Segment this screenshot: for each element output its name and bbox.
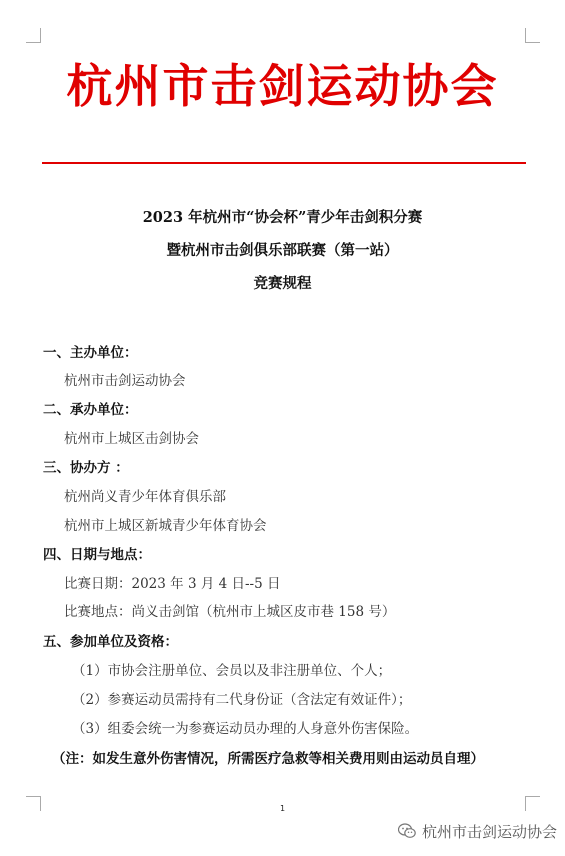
organizer-item: 杭州市击剑运动协会: [64, 373, 186, 389]
wechat-icon: [398, 823, 416, 839]
co-organizer-item-1: 杭州尚义青少年体育俱乐部: [64, 489, 226, 505]
doc-title-line-3: 竞赛规程: [253, 275, 312, 292]
doc-title-line-1: 2023 年杭州市“协会杯”青少年击剑积分赛: [142, 209, 423, 226]
watermark-text: 杭州市击剑运动协会: [422, 822, 558, 841]
section-heading-date-venue: 四、日期与地点：: [43, 547, 151, 563]
injury-note: （注：如发生意外伤害情况，所需医疗急救等相关费用则由运动员自理）: [52, 751, 484, 767]
section-heading-organizer: 一、主办单位：: [43, 345, 138, 361]
letterhead-org-name: 杭州市击剑运动协会: [66, 59, 499, 113]
section-heading-eligibility: 五、参加单位及资格：: [43, 634, 178, 650]
eligibility-item-3: （3）组委会统一为参赛运动员办理的人身意外伤害保险。: [72, 721, 419, 737]
host-item: 杭州市上城区击剑协会: [64, 431, 199, 447]
crop-mark-top-right: [525, 28, 540, 43]
crop-mark-top-left: [26, 28, 41, 43]
watermark: [398, 820, 557, 842]
co-organizer-item-2: 杭州市上城区新城青少年体育协会: [64, 518, 267, 534]
section-heading-co-organizer: 三、协办方 ：: [43, 460, 129, 476]
page-number: 1: [279, 804, 286, 813]
match-venue: 比赛地点：尚义击剑馆（杭州市上城区皮市巷 158 号）: [64, 604, 396, 620]
eligibility-item-1: （1）市协会注册单位、会员以及非注册单位、个人；: [72, 663, 392, 679]
eligibility-item-2: （2）参赛运动员需持有二代身份证（含法定有效证件）；: [72, 692, 412, 708]
match-date: 比赛日期：2023 年 3 月 4 日--5 日: [64, 576, 281, 592]
doc-title-line-2: 暨杭州市击剑俱乐部联赛（第一站）: [166, 242, 399, 259]
section-heading-host: 二、承办单位：: [43, 402, 138, 418]
letterhead-divider: [42, 162, 526, 164]
